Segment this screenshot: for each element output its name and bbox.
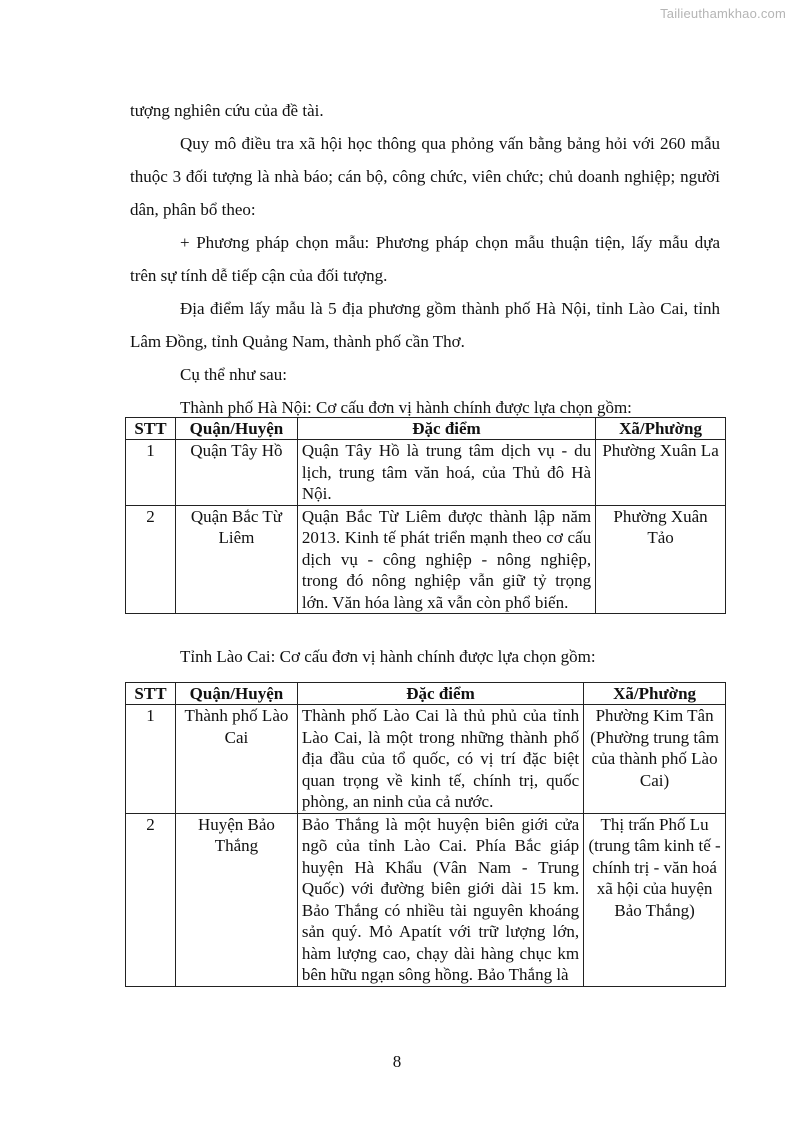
table-caption-laocai: Tỉnh Lào Cai: Cơ cấu đơn vị hành chính được lựa chọn gồm: [180,647,596,666]
header-ward: Xã/Phường [584,683,726,705]
cell-ward: Phường Xuân Tảo [596,505,726,614]
paragraph: Cụ thể như sau: [180,365,287,384]
table-header-row [126,683,726,705]
header-ward: Xã/Phường [596,418,726,440]
hanoi-table [125,417,726,614]
header-feature: Đặc điểm [297,418,595,440]
cell-stt: 2 [126,505,176,614]
paragraph: + Phương pháp chọn mẫu: Phương pháp chọn mẫu thuận tiện, lấy mẫu dựa trên sự tính dễ tiếp cận của đối tượng. [130,233,720,285]
header-stt: STT [126,683,176,705]
cell-district: Huyện Bảo Thắng [175,813,297,986]
table-row [126,705,726,814]
cell-feature: Quận Tây Hồ là trung tâm dịch vụ - du lịch, trung tâm văn hoá, của Thủ đô Hà Nội. [297,440,595,506]
cell-ward: Thị trấn Phố Lu (trung tâm kinh tế - chính trị - văn hoá xã hội của huyện Bảo Thắng) [584,813,726,986]
header-district: Quận/Huyện [175,683,297,705]
cell-stt: 2 [126,813,176,986]
cell-ward: Phường Kim Tân (Phường trung tâm của thành phố Lào Cai) [584,705,726,814]
cell-ward: Phường Xuân La [596,440,726,506]
table-caption-hanoi: Thành phố Hà Nội: Cơ cấu đơn vị hành chính được lựa chọn gồm: [180,398,632,417]
cell-stt: 1 [126,705,176,814]
cell-feature: Thành phố Lào Cai là thủ phủ của tỉnh Lào Cai, là một trong những thành phố địa đầu của tổ quốc, có vị trí đặc biệt quan trọng về kinh tế, chính trị, quốc phòng, an ninh của cả nước. [297,705,583,814]
cell-district: Quận Tây Hồ [175,440,297,506]
cell-stt: 1 [126,440,176,506]
laocai-table [125,682,726,987]
header-district: Quận/Huyện [175,418,297,440]
cell-district: Thành phố Lào Cai [175,705,297,814]
cell-feature: Quận Bắc Từ Liêm được thành lập năm 2013. Kinh tế phát triển mạnh theo cơ cấu dịch vụ - công nghiệp - nông nghiệp, trong đó nông nghiệp vẫn giữ tỷ trọng lớn. Văn hóa làng xã vẫn còn phổ biến. [297,505,595,614]
watermark: Tailieuthamkhao.com [660,6,786,21]
table-row [126,505,726,614]
cell-feature: Bảo Thắng là một huyện biên giới cửa ngõ của tỉnh Lào Cai. Phía Bắc giáp huyện Hà Khẩu (Vân Nam - Trung Quốc) với đường biên giới dài 15 km. Bảo Thắng có nhiều tài nguyên khoáng sản quý. Mỏ Apatít với trữ lượng lớn, hàm lượng cao, chạy dài hàng chục km bên hữu ngạn sông hồng. Bảo Thắng là [297,813,583,986]
table-row [126,440,726,506]
table-header-row [126,418,726,440]
header-stt: STT [126,418,176,440]
paragraph: tượng nghiên cứu của đề tài. [130,101,324,120]
page-number: 8 [392,1052,402,1071]
paragraph: Địa điểm lấy mẫu là 5 địa phương gồm thành phố Hà Nội, tỉnh Lào Cai, tỉnh Lâm Đồng, tỉnh Quảng Nam, thành phố cần Thơ. [130,299,720,351]
body-text [130,94,720,424]
header-feature: Đặc điểm [297,683,583,705]
paragraph: Quy mô điều tra xã hội học thông qua phỏng vấn bằng bảng hỏi với 260 mẫu thuộc 3 đối tượng là nhà báo; cán bộ, công chức, viên chức; chủ doanh nghiệp; người dân, phân bổ theo: [130,134,720,219]
cell-district: Quận Bắc Từ Liêm [175,505,297,614]
table-row [126,813,726,986]
